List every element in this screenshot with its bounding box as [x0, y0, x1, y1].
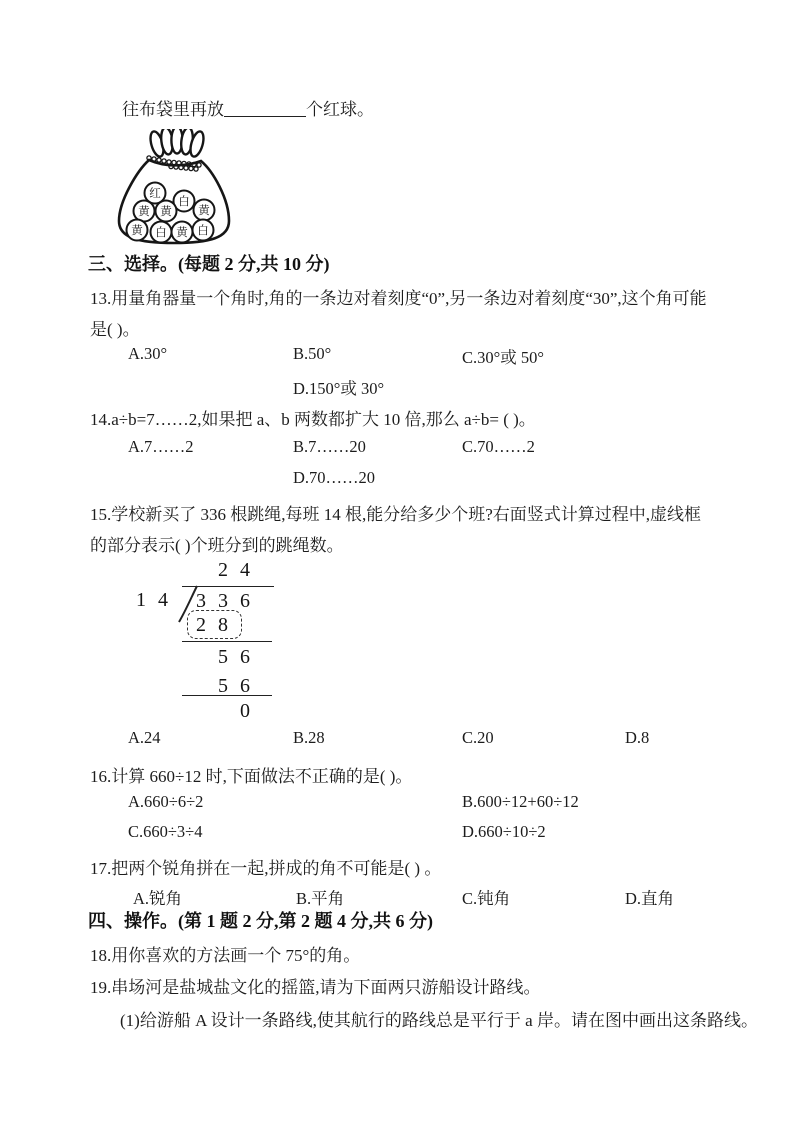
q13-option-d: D.150°或 30°	[293, 379, 385, 398]
ball-label-white: 白	[178, 196, 190, 208]
q13-option-b: B.50°	[293, 344, 332, 363]
q16-option-d: D.660÷10÷2	[462, 822, 546, 841]
division-bring-down: 56	[218, 646, 262, 668]
division-dividend: 336	[196, 590, 262, 612]
division-quotient: 24	[218, 559, 262, 581]
question-18-text: 18.用你喜欢的方法画一个 75°的角。	[90, 946, 361, 965]
ball-label-white: 白	[197, 225, 209, 237]
question-19-text: 19.串场河是盐城盐文化的摇篮,请为下面两只游船设计路线。	[90, 978, 541, 997]
question-12-fill-blank-line	[122, 94, 374, 125]
question-16-text: 16.计算 660÷12 时,下面做法不正确的是( )。	[90, 767, 413, 786]
q17-option-a: A.锐角	[133, 889, 183, 908]
question-19-sub1-text: (1)给游船 A 设计一条路线,使其航行的路线总是平行于 a 岸。请在图中画出这条路线。	[120, 1011, 758, 1030]
question-13-text: 13.用量角器量一个角时,角的一条边对着刻度“0”,另一条边对着刻度“30”,这个角可能是( )。	[90, 289, 707, 339]
ball-label-yellow: 黄	[131, 225, 143, 237]
q17-option-c: C.钝角	[462, 889, 511, 908]
cloth-bag-illustration	[107, 129, 241, 249]
section-4-heading: 四、操作。(第 1 题 2 分,第 2 题 4 分,共 6 分)	[88, 911, 433, 931]
q14-option-b: B.7……20	[293, 437, 366, 456]
division-partial-product-2: 56	[218, 675, 262, 697]
division-remainder: 0	[240, 700, 262, 722]
ball-label-white: 白	[155, 227, 167, 239]
q15-option-d: D.8	[625, 728, 650, 747]
q14-option-a: A.7……2	[128, 437, 194, 456]
q17-option-b: B.平角	[296, 889, 345, 908]
q15-option-c: C.20	[462, 728, 494, 747]
q15-option-a: A.24	[128, 728, 161, 747]
ball-label-yellow: 黄	[198, 205, 210, 217]
question-14-text: 14.a÷b=7……2,如果把 a、b 两数都扩大 10 倍,那么 a÷b= ( )。	[90, 410, 536, 429]
division-vinculum	[182, 586, 274, 587]
q15-option-b: B.28	[293, 728, 325, 747]
answer-blank-underline	[224, 116, 306, 117]
question-17-text: 17.把两个锐角拼在一起,拼成的角不可能是( ) 。	[90, 859, 442, 878]
q12-text-before-blank: 往布袋里再放	[122, 100, 224, 119]
division-partial-product-1: 28	[196, 614, 240, 636]
q14-option-d: D.70……20	[293, 468, 376, 487]
q16-option-c: C.660÷3÷4	[128, 822, 203, 841]
long-division-diagram	[128, 558, 338, 728]
q14-option-c: C.70……2	[462, 437, 535, 456]
q17-option-d: D.直角	[625, 889, 675, 908]
division-rule-1	[182, 641, 272, 642]
q13-option-c: C.30°或 50°	[462, 348, 544, 367]
ball-label-yellow: 黄	[176, 227, 188, 239]
q13-option-a: A.30°	[128, 344, 168, 363]
division-divisor: 14	[136, 589, 180, 611]
q16-option-a: A.660÷6÷2	[128, 792, 204, 811]
ball-label-yellow: 黄	[160, 206, 172, 218]
division-rule-2	[182, 695, 272, 696]
q16-option-b: B.600÷12+60÷12	[462, 792, 579, 811]
question-15-text: 15.学校新买了 336 根跳绳,每班 14 根,能分给多少个班?右面竖式计算过程中,虚线框的部分表示( )个班分到的跳绳数。	[90, 505, 702, 555]
ball-label-red: 红	[149, 188, 161, 200]
q12-text-after-blank: 个红球。	[306, 100, 374, 119]
ball-label-yellow: 黄	[138, 206, 150, 218]
bag-neck-folds	[148, 129, 206, 158]
section-3-heading: 三、选择。(每题 2 分,共 10 分)	[88, 254, 330, 274]
